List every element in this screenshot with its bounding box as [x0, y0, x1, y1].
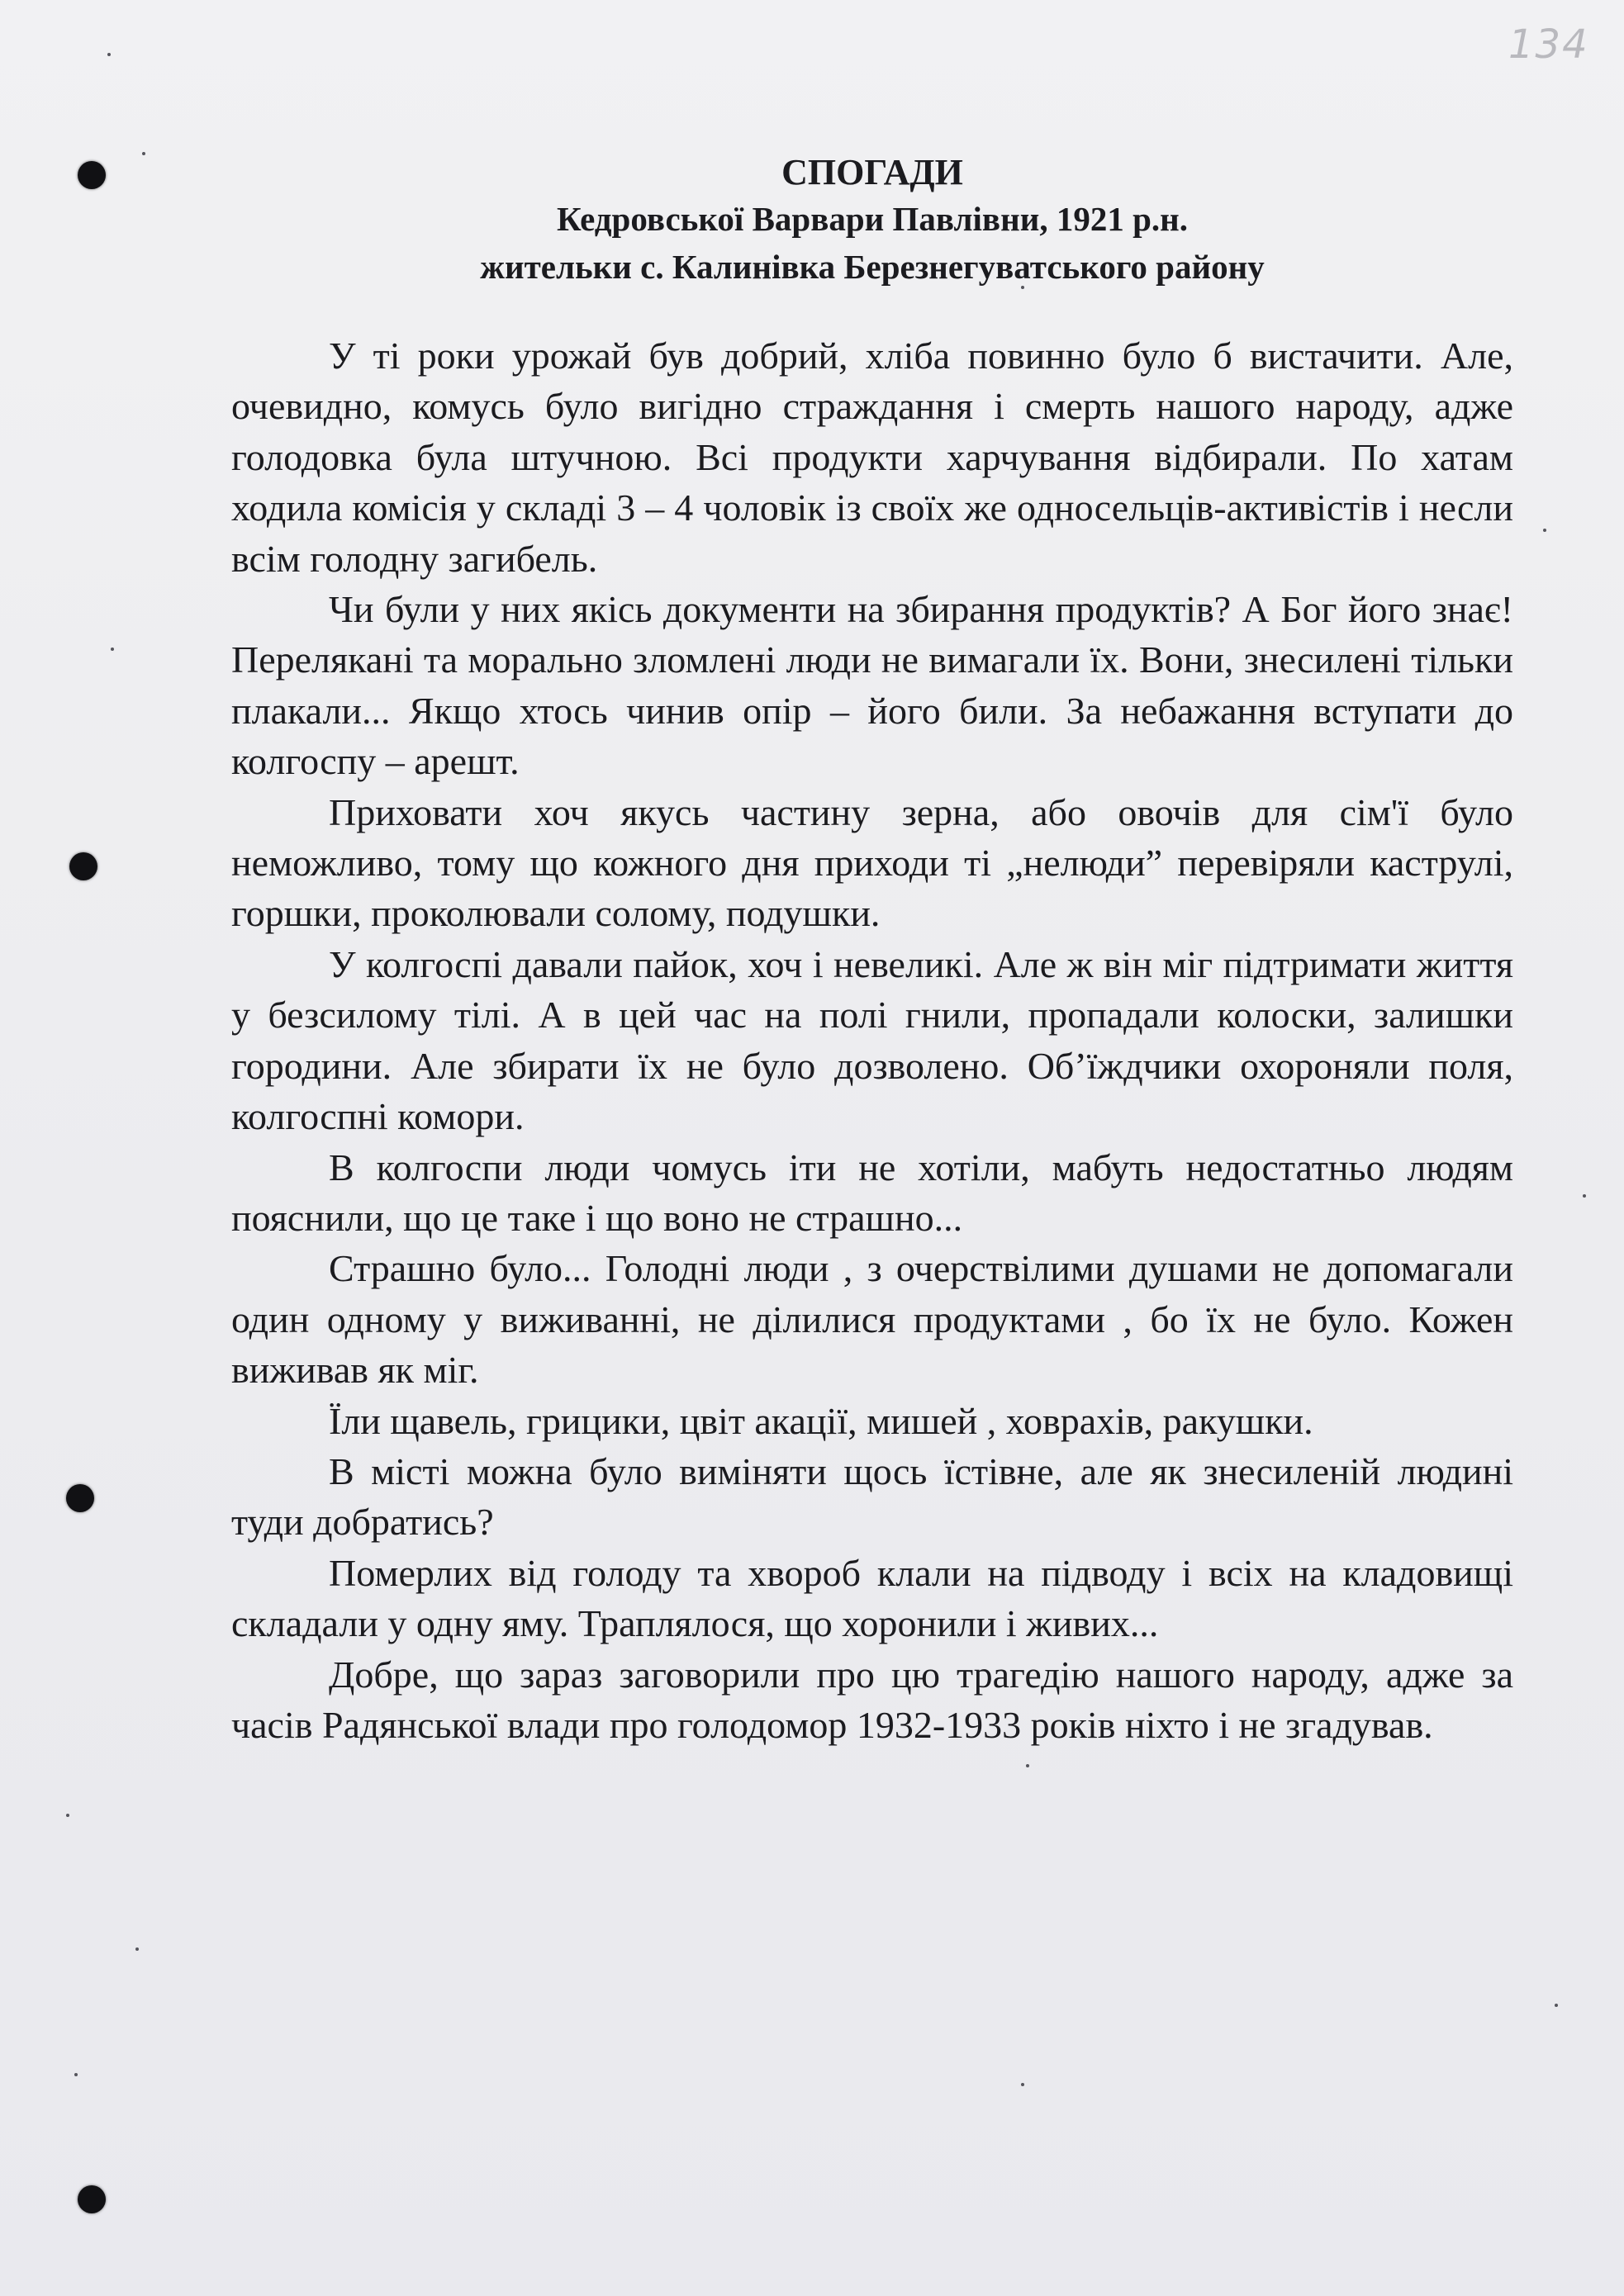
memoir-body — [231, 330, 1513, 1750]
scan-speck — [74, 2073, 78, 2076]
scan-speck — [142, 152, 145, 155]
document-header — [231, 150, 1513, 291]
punch-hole-icon — [78, 2185, 106, 2213]
scan-speck — [107, 53, 111, 56]
document-title: СПОГАДИ — [781, 152, 963, 192]
folio-number: 134 — [1508, 21, 1589, 68]
paragraph: В колгоспи люди чомусь іти не хотіли, мабуть недостатньо людям пояснили, що це таке і що воно не страшно... — [231, 1146, 1513, 1239]
scan-speck — [135, 1947, 139, 1951]
scan-speck — [1555, 2004, 1558, 2007]
document-subtitle-author: Кедровської Варвари Павлівни, 1921 р.н. — [556, 200, 1188, 238]
scan-speck — [66, 1814, 69, 1817]
paragraph: Померлих від голоду та хвороб клали на підводу і всіх на кладовищі складали у одну яму. Траплялося, що хоронили і живих... — [231, 1551, 1513, 1645]
document-subtitle-residence: жительки с. Калинівка Березнегуватського району — [480, 248, 1265, 286]
punch-hole-icon — [66, 1484, 94, 1512]
paragraph: В місті можна було виміняти щось їстівне, але як знесиленій людині туди добратись? — [231, 1449, 1513, 1544]
paragraph: Їли щавель, грицики, цвіт акації, мишей , ховрахів, ракушки. — [329, 1399, 1313, 1442]
scan-speck — [1026, 1764, 1029, 1767]
scan-speck — [1021, 2083, 1024, 2086]
scan-speck — [111, 648, 114, 651]
scan-speck — [1543, 529, 1546, 532]
paragraph: Добре, що зараз заговорили про цю трагедію нашого народу, адже за часів Радянської влади про голодомор 1932-1933 років ніхто і не згадував. — [231, 1653, 1513, 1746]
scan-speck — [1583, 1194, 1586, 1198]
paragraph: Приховати хоч якусь частину зерна, або овочів для сім'ї було неможливо, тому що кожного дня приходи ті „нелюди” перевіряли каструлі, горшки, проколювали солому, подушки. — [231, 790, 1513, 935]
paragraph: У колгоспі давали пайок, хоч і невеликі. Але ж він міг підтримати життя у безсилому тілі. А в цей час на полі гнили, пропадали колоски, залишки городини. Але збирати їх не було дозволено. Об’їждчики охороняли поля, колгоспні комори. — [231, 942, 1513, 1138]
paragraph: У ті роки урожай був добрий, хліба повинно було б вистачити. Але, очевидно, комусь було вигідно страждання і смерть нашого народу, адже голодовка була штучною. Всі продукти харчування відбирали. По хатам ходила комісія у складі 3 – 4 чоловік із своїх же односельців-активістів і несли всім голодну загибель. — [231, 334, 1513, 580]
punch-hole-icon — [69, 852, 97, 880]
paragraph: Чи були у них якісь документи на збирання продуктів? А Бог його знає! Перелякані та морально зломлені люди не вимагали їх. Вони, знесилені тільки плакали... Якщо хтось чинив опір – його били. За небажання вступати до колгоспу – арешт. — [231, 588, 1513, 783]
paragraph: Страшно було... Голодні люди , з очерствілими душами не допомагали один одному у виживанні, не ділилися продуктами , бо їх не було. Кожен виживав як міг. — [231, 1247, 1513, 1392]
punch-hole-icon — [78, 161, 106, 189]
